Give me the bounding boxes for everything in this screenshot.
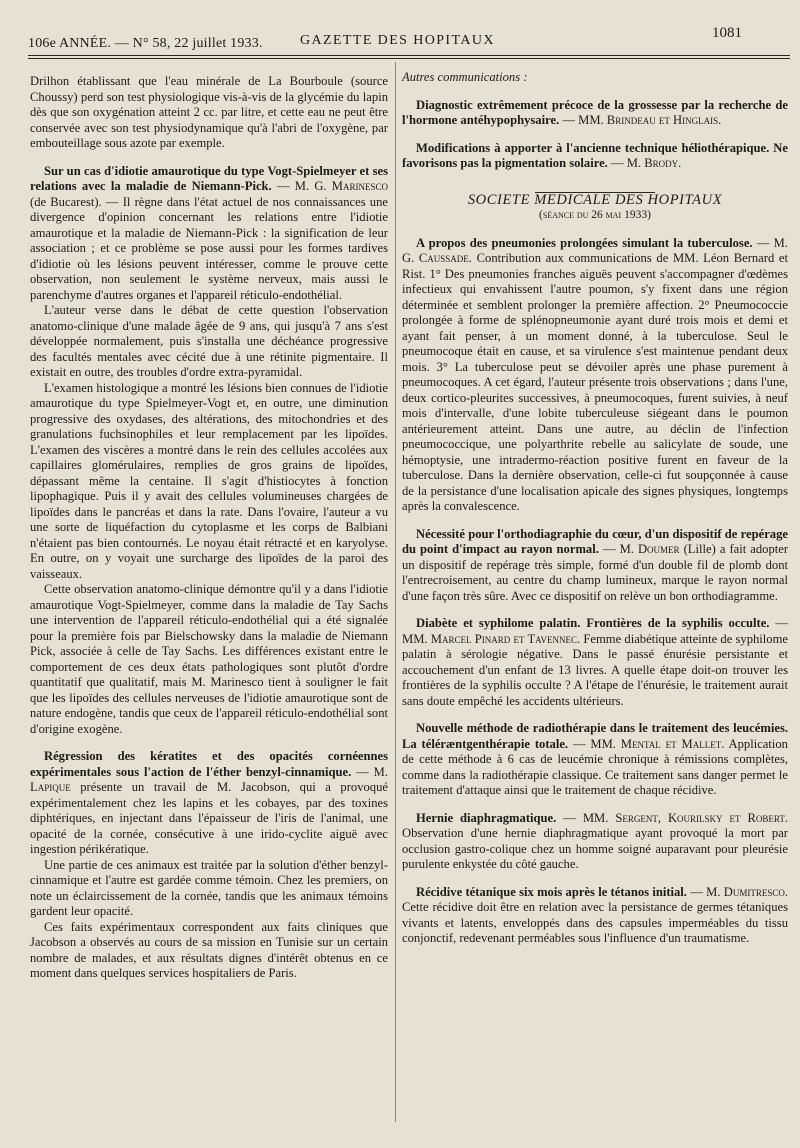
article-author: — M. Brody. xyxy=(611,156,682,170)
page-header xyxy=(0,0,800,64)
article-body: (de Bucarest). — Il règne dans l'état actuel de nos connaissances une divergence d'opinion concernant les relations entre l'idiotie amaurotique et la maladie de Niemann-Pick : la signification de leur association ; et ce problème se pose aussi pour les formes tardives d'idiotie où les lésions peuvent intéresser, comme le prouve cette observation, non seulement le système nerveux, mais aussi le parenchyme d'autres organes et l'appareil réticulo-endothélial. xyxy=(30,194,388,302)
article-body: (Lille) a fait adopter un dispositif de repérage très simple, formé d'un double fil de plomb dont l'entrecroisement, au centre du champ lumineux, marque le rayon normal d'une façon très sûre. Avec ce dispositif on relève un bon orthodiagramme. xyxy=(402,542,789,603)
header-rule xyxy=(28,55,790,59)
session-date: (séance du 26 mai 1933) xyxy=(539,209,651,221)
article-title: Régression des kératites et des opacités cornéennes expérimentales sous l'action de l'éther benzyl-cinnamique. xyxy=(30,749,388,779)
paragraph: Ces faits expérimentaux correspondent aux faits cliniques que Jacobson a observés au cours de sa mission en Tunisie sur un certain nombre de malades, et aux résultats dignes d'intérêt obtenus en ce moment dans quelques services hospitaliers de Paris. xyxy=(30,919,388,980)
article-body: Application de cette méthode à 6 cas de leucémie chronique à rémissions complètes, comme dans la radiothérapie classique. Ce traitement sans danger permet le traitement d'attaque ainsi que le traitement de chaque récidive. xyxy=(402,736,788,797)
paragraph: Drilhon établissant que l'eau minérale de La Bourboule (source Choussy) perd son test physiologique vis-à-vis de la glycémie du lapin dès que son oxygénation atteint 2 cc. par litre, et cette eau ne peut être conservée avec son test physiodynamique qu'à l'abri de l'oxygène, par embouteillage sous azote par exemple. xyxy=(30,74,388,150)
article-brindeau xyxy=(402,98,788,129)
article-dumitresco xyxy=(402,885,788,947)
article-caussade xyxy=(402,236,788,515)
subheading-autres: Autres communications : xyxy=(402,70,528,84)
left-column xyxy=(30,74,388,982)
paragraph: L'auteur verse dans le débat de cette question l'observation anatomo-clinique d'une malade âgée de 9 ans, qui jusqu'à 7 ans s'est développée normalement, puis s'installa une déchéance progressive des facultés mentales avec cécité due à une rétinite pigmentaire. Il existait en outre, des troubles d'ordre extra-pyramidal. xyxy=(30,303,388,379)
article-author: — M. Doumer xyxy=(602,542,680,556)
journal-title: GAZETTE DES HOPITAUX xyxy=(300,33,495,48)
article-title: Hernie diaphragmatique. xyxy=(416,810,557,825)
article-author: M. G. Marinesco xyxy=(294,179,389,193)
article-lapique: Régression des kératites et des opacités cornéennes expérimentales sous l'action de l'éther benzyl-cinnamique. — M. Lapique présente un travail de M. Jacobson, qui a provoqué expérimentalement chez les lapins et les cobayes, par des toxines diphtériques, en injectant dans l'épaisseur de l'iris de l'animal, une opacité de la cornée, consécutive à une irido-cyclite aiguë avec ingestion périkératique. xyxy=(30,749,388,856)
article-title: Sur un cas d'idiotie amaurotique du type Vogt-Spielmeyer et ses relations avec la maladie de Niemann-Pick. xyxy=(30,163,388,193)
article-title: A propos des pneumonies prolongées simulant la tuberculose. xyxy=(416,235,753,250)
article-body: présente un travail de M. Jacobson, qui a provoqué expérimentalement chez les lapins et les cobayes, par des toxines diphtériques, en injectant dans l'épaisseur de l'iris de l'animal, une opacité de la cornée, consécutive à une irido-cyclite aiguë avec ingestion périkératique. xyxy=(30,780,388,856)
article-author: M. Lapique xyxy=(30,764,388,794)
article-title: Nécessité pour l'orthodiagraphie du cœur, d'un dispositif de repérage du point d'impact au rayon normal. xyxy=(402,526,788,556)
article-brody xyxy=(402,141,788,172)
article-marinesco: Sur un cas d'idiotie amaurotique du type Vogt-Spielmeyer et ses relations avec la maladie de Niemann-Pick. — M. G. Marinesco (de Bucarest). — Il règne dans l'état actuel de nos connaissances une divergence d'opinion concernant les relations entre l'idiotie amaurotique et la maladie de Niemann-Pick : la signification de leur association ; et ce problème se pose aussi pour les formes tardives d'idiotie où les lésions peuvent intéresser, comme le prouve cette observation, non seulement le système nerveux, mais aussi le parenchyme d'autres organes et l'appareil réticulo-endothélial. xyxy=(30,163,389,302)
paragraph: Cette observation anatomo-clinique démontre qu'il y a dans l'idiotie amaurotique Vogt-Spielmeyer, comme dans la maladie de Tay Sachs une intervention de l'appareil réticulo-endothélial qui a été signalée pour la première fois par Bielschowsky dans la maladie de Niemann Pick, associée à celle de Tay Sachs. Les différences existant entre le comportement de ces deux états pathologiques sont plutôt d'ordre quantitatif que qualitatif, mais M. Marinesco tient à souligner le fait que les lipoïdes des cellules nerveuses de l'idiotie amaurotique sont de nature endogène, tandis que ceux de l'appareil réticulo-endothélial sont d'origine exogène. xyxy=(30,582,388,736)
article-body: Observation d'une hernie diaphragmatique ayant provoqué la mort par occlusion gastro-colique chez un homme soigné auparavant pour pleurésie purulente enkystée du côté gauche. xyxy=(402,826,788,871)
article-body: Cette récidive doit être en relation avec la persistance de germes tétaniques vivants et latents, enveloppés dans des capsules imperméables du tissu conjonctif, redevenant perméables sous l'influence d'un traumatisme. xyxy=(402,900,788,945)
article-title: Diagnostic extrêmement précoce de la grossesse par la recherche de l'hormone antéhypophysaire. xyxy=(402,97,788,127)
paragraph: Une partie de ces animaux est traitée par la solution d'éther benzyl-cinnamique et l'autre est gardée comme témoin. Chez les premiers, on note un éclaircissement de la cornée, tandis que les animaux témoins gardent leur opacité. xyxy=(30,857,388,918)
article-body: Femme diabétique atteinte de syphilome palatin à sérologie négative. Dans le passé énurésie persistante et accouchement d'un enfant de 13 livres. A quelle étape doit-on trouver les frontières de la syphilis occulte ? A l'étape de l'énurésie, le traitement aurait sans doute empêché les accidents ultérieurs. xyxy=(402,631,788,708)
page-number: 1081 xyxy=(712,25,742,41)
column-divider xyxy=(395,62,396,1122)
article-doumer xyxy=(402,527,788,605)
article-body: Contribution aux communications de MM. Léon Bernard et Rist. 1° Des pneumonies franches aiguës peuvent s'accompagner d'œdèmes infectieux qui envahissent l'autre poumon, s'y fixent dans une région déterminée et semblent prolonger la première affection. 2° Pneumococcie prolongée à forme de splénopneumonie ayant duré trois mois et demi et ayant fait penser, à un moment donné, à la tuberculose. Seul le pneumocoque était en cause, et sa virulence s'est maintenue pendant deux mois. 3° La tuberculose peut se dévoiler après une phase purement à pneumocoques. A cet égard, l'auteur présente trois observations ; dans l'une, deux cortico-pleurites successives, à pneumocoques, furent suivies, à neuf mois d'intervalle, d'une lobite tuberculeuse siégeant dans le poumon antérieurement atteint. Dans une autre, au déclin de l'infection pneumococcique, une polyarthrite rebelle au salicylate de soude, une hémoptysie, une intradermo-réaction positive furent en faveur de la tuberculose. Dans la dernière observation, celle-ci fut soupçonnée à cause de la persistance d'une localisation apicale des signes physiques, longtemps après la convalescence. xyxy=(402,251,789,513)
article-author: — M. G. Caussade. xyxy=(402,235,788,265)
article-title: Diabète et syphilome palatin. Frontières de la syphilis occulte. xyxy=(416,616,770,630)
paragraph: L'examen histologique a montré les lésions bien connues de l'idiotie amaurotique du type Spielmeyer-Vogt et, en outre, une diminution progressive des oxydases, des altérations, des mitochondries et des granulations fuchsinophiles et leur remplacement par les lipoïdes. L'examen des viscères a montré dans le rein des cellules accolées aux capillaires glomérulaires, remplies de gros grains de lipoïdes, dépassant même la centaine. Il s'agit d'histiocytes à fonction lipophagique. Puis il y avait des cellules volumineuses chargées de lipoïdes dans le pancréas et dans la rate. Dans l'ovaire, l'auteur a vu une sorte de liquéfaction du cytoplasme et les corps de Balbiani n'étaient pas bien contournés. Le noyau était rétracté et en karyolyse. En outre, on y voyait une surcharge des lipoïdes de la paroi des vaisseaux. xyxy=(30,380,388,581)
article-author: — M. Dumitresco. xyxy=(690,884,788,899)
article-author: — MM. Sergent, Kourilsky et Robert. xyxy=(563,810,788,825)
article-title: Modifications à apporter à l'ancienne technique héliothérapique. Ne favorisons pas la pigmentation solaire. xyxy=(402,140,788,170)
article-mental xyxy=(402,721,788,799)
issue-line: 106e ANNÉE. — N° 58, 22 juillet 1933. xyxy=(28,36,263,51)
article-author: — MM. Brindeau et Hinglais. xyxy=(562,113,722,127)
article-author: — MM. Mental et Mallet. xyxy=(572,736,725,751)
article-author: — MM. Marcel Pinard et Tavennec. xyxy=(402,616,788,646)
article-sergent xyxy=(402,811,788,873)
society-heading: SOCIETE MEDICALE DES HOPITAUX xyxy=(467,191,723,208)
article-pinard xyxy=(402,616,788,709)
right-column xyxy=(402,70,788,947)
article-title: Nouvelle méthode de radiothérapie dans le traitement des leucémies. La téléræntgenthérapie totale. xyxy=(402,721,788,751)
article-title: Récidive tétanique six mois après le tétanos initial. xyxy=(416,884,687,899)
